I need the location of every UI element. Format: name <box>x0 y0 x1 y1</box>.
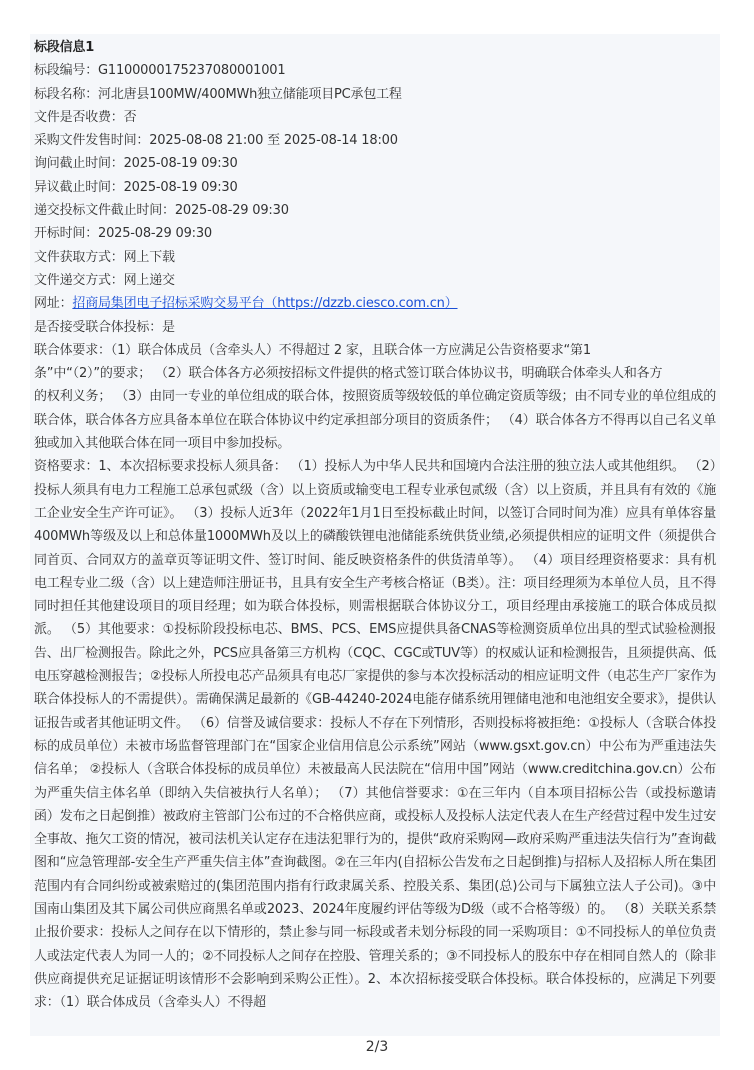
opening-time-label: 开标时间： <box>34 226 99 242</box>
page-number: 2/3 <box>365 1039 389 1055</box>
objection-deadline-row <box>34 176 716 199</box>
section-name-label: 标段名称： <box>34 86 99 102</box>
objection-deadline-value: 2025-08-19 09:30 <box>123 179 238 195</box>
section-title: 标段信息1 <box>34 40 95 55</box>
tender-section-panel <box>30 34 720 1036</box>
bid-deadline-label: 递交投标文件截止时间： <box>34 203 175 219</box>
platform-link[interactable]: 招商局集团电子招标采购交易平台（https://dzzb.ciesco.com.cn） <box>72 296 458 312</box>
section-code: G1100000175237080001001 <box>98 63 286 79</box>
inquiry-deadline-value: 2025-08-19 09:30 <box>123 156 238 172</box>
opening-time-row <box>34 222 716 245</box>
opening-time-value: 2025-08-29 09:30 <box>98 226 212 242</box>
section-code-label: 标段编号： <box>34 63 99 79</box>
submit-method-label: 文件递交方式： <box>34 272 124 288</box>
consortium-value: 是 <box>162 319 175 335</box>
submit-method-value: 网上递交 <box>123 272 175 288</box>
bid-deadline-value: 2025-08-29 09:30 <box>174 203 289 219</box>
section-name: 河北唐县100MW/400MWh独立储能项目PC承包工程 <box>98 86 402 102</box>
consortium-requirements-text: 的权利义务； （3）由同一专业的单位组成的联合体，按照资质等级较低的单位确定资质等级；由不同专业的单位组成的联合体，联合体各方应具备本单位在联合体协议中约定承担部分项目的资质条件； （4）联合体各方不得再以自己名义单独或加入其他联合体在同一项目中参加投标。 <box>34 389 716 452</box>
sale-time-label: 采购文件发售时间： <box>34 133 150 149</box>
consortium-label: 是否接受联合体投标： <box>34 319 163 335</box>
fee-label: 文件是否收费： <box>34 109 124 125</box>
website-row <box>34 292 716 315</box>
obtain-method-label: 文件获取方式： <box>34 249 124 265</box>
submit-method-row <box>34 269 716 292</box>
section-name-row <box>34 83 716 106</box>
sale-time-row <box>34 129 716 152</box>
consortium-row <box>34 316 716 339</box>
sale-time-value: 2025-08-08 21:00 至 2025-08-14 18:00 <box>149 133 398 149</box>
website-label: 网址： <box>34 296 73 312</box>
inquiry-deadline-row <box>34 152 716 175</box>
qualification-requirements-text: 资格要求：1、本次招标要求投标人须具备： （1）投标人为中华人民共和国境内合法注册的独立法人或其他组织。 （2）投标人须具有电力工程施工总承包贰级（含）以上资质或输变电工程专业承包贰级（含）以上资质，并且具有有效的《施工企业安全生产许可证》。 （3）投标人近3年（2022年1月1日至投标截止时间，以签订合同时间为准）应具有单体容量400MWh等级及以上和总体量1000MWh及以上的磷酸铁锂电池储能系统供货业绩,必须提供相应的证明文件（须提供合同首页、合同双方的盖章页等证明文件、签订时间、能反映资格条件的供货清单等）。 （4）项目经理资格要求：具有机电工程专业二级（含）以上建造师注册证书，且具有安全生产考核合格证（B类）。注：项目经理须为本单位人员，且不得同时担任其他建设项目的项目经理；如为联合体投标，则需根据联合体协议分工，项目经理由承接施工的联合体成员拟派。 （5）其他要求：①投标阶段投标电芯、BMS、PCS、EMS应提供具备CNAS等检测资质单位出具的型式试验检测报告、出厂检测报告。除此之外，PCS应具备第三方机构（CQC、CGC或TUV等）的权威认证和检测报告，且须提供高、低电压穿越检测报告；②投标人所投电芯产品须具有电芯厂家提供的参与本次投标活动的相应证明文件（电芯生产厂家作为联合体投标人的不需提供）。需确保满足最新的《GB-44240-2024电能存储系统用锂储电池和电池组安全要求》，提供认证报告或者其他证明文件。 （6）信誉及诚信要求：投标人不存在下列情形，否则投标将被拒绝：①投标人（含联合体投标的成员单位）未被市场监督管理部门在“国家企业信用信息公示系统”网站（www.gsxt.gov.cn）中公布为严重违法失信名单； ②投标人（含联合体投标的成员单位）未被最高人民法院在“信用中国”网站（www.creditchina.gov.cn）公布为严重失信主体名单（即纳入失信被执行人名单）； （7）其他信誉要求：①在三年内（自本项目招标公告（或投标邀请函）发布之日起倒推）被政府主管部门公布过的不合格供应商，或投标人及投标人法定代表人在生产经营过程中发生过安全事故、拖欠工资的情况，被司法机关认定存在违法犯罪行为的，提供“政府采购网—政府采购严重违法失信行为”查询截图和“应急管理部-安全生产严重失信主体”查询截图。②在三年内(自招标公告发布之日起倒推)与招标人及招标人所在集团范围内有合同纠纷或被索赔过的(集团范围内指有行政隶属关系、控股关系、集团(总)公司与下属独立法人子公司)。③中国南山集团及其下属公司供应商黑名单或2023、2024年度履约评估等级为D级（或不合格等级）的。 （8）关联关系禁止报价要求：投标人之间存在以下情形的，禁止参与同一标段或者未划分标段的同一采购项目：①不同投标人的单位负责人或法定代表人为同一人的；②不同投标人之间存在控股、管理关系的；③不同投标人的股东中存在相同自然人的（除非供应商提供充足证据证明该情形不会影响到采购公正性）。2、本次招标接受联合体投标。联合体投标的，应满足下列要求：（1）联合体成员（含牵头人）不得超 <box>34 459 716 1011</box>
obtain-method-value: 网上下载 <box>123 249 175 265</box>
section-code-row <box>34 59 716 82</box>
consortium-requirements-line-1: 联合体要求：（1）联合体成员（含牵头人）不得超过 2 家，且联合体一方应满足公告资格要求“第1 <box>34 342 591 358</box>
obtain-method-row <box>34 246 716 269</box>
objection-deadline-label: 异议截止时间： <box>34 179 124 195</box>
bid-deadline-row <box>34 199 716 222</box>
inquiry-deadline-label: 询问截止时间： <box>34 156 124 172</box>
consortium-requirements-line-2: 条”中“（2）”的要求； （2）联合体各方必须按招标文件提供的格式签订联合体协议书，明确联合体牵头人和各方 <box>34 366 663 382</box>
fee-value: 否 <box>123 109 137 125</box>
fee-row <box>34 106 716 129</box>
